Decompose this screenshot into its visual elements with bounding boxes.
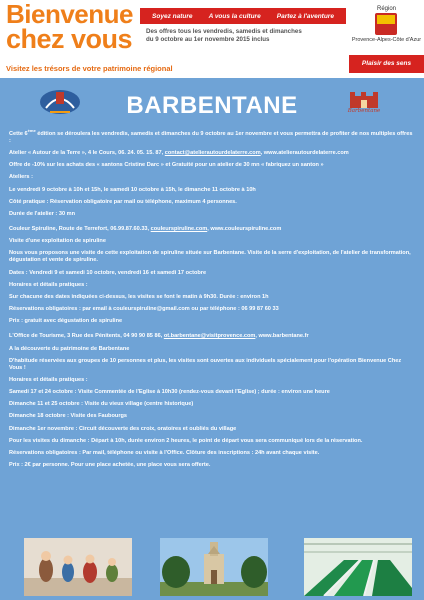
banner-dates-line2: du 9 octobre au 1er novembre 2015 inclus: [146, 35, 270, 43]
main-content: [9, 128, 415, 474]
tourisme-all-visits: Pour les visites du dimanche : Départ à 10h, durée environ 2 heures, le point de départ vous sera communiqué lors de la réservation.: [9, 437, 363, 444]
tourisme-visit-3: Dimanche 18 octobre : Visite des Faubourgs: [9, 413, 128, 420]
santons-photo: [24, 538, 132, 596]
spiruline-description: Nous vous proposons une visite de cette exploitation de spiruline située sur Barbentane. Visite de la serre d'exploitation, de l'atelier de transformation, dégustation et vente de spiruline.: [9, 250, 411, 264]
tourisme-hours-label: Horaires et détails pratiques :: [9, 376, 88, 383]
header-banner: [0, 0, 424, 78]
spiruline-visit-title: Visite d'une exploitation de spiruline: [9, 238, 106, 245]
banner-title-line1: Bienvenue: [6, 0, 133, 29]
atelier-label: Ateliers :: [9, 174, 33, 181]
barbentane-logo-label: Barbentane: [347, 108, 381, 114]
spiruline-email-link[interactable]: couleurspiruline.com: [150, 226, 208, 233]
atelier-practical: Côté pratique : Réservation obligatoire par mail ou téléphone, maximum 4 personnes.: [9, 198, 237, 205]
intro-paragraph: Cette 6ème édition se déroulera les vendredis, samedis et dimanches du 9 octobre au 1er novembre et vous permettra de profiter de nos multiples offres :: [9, 128, 413, 144]
tagline-culture: A vous la culture: [208, 12, 261, 20]
tagline-nature: Soyez nature: [152, 12, 193, 20]
region-flag-icon: [375, 13, 397, 35]
spiruline-dates: Dates : Vendredi 9 et samedi 10 octobre, vendredi 16 et samedi 17 octobre: [9, 269, 207, 276]
spiruline-reservation: Réservations obligatoires : par email à couleurspiruline@gmail.com ou par téléphone : 06 99 87 60 33: [9, 306, 279, 313]
church-photo: [160, 538, 268, 596]
banner-dates-line1: Des offres tous les vendredis, samedis et dimanches: [146, 28, 302, 35]
tourisme-visit-4: Dimanche 1er novembre : Circuit découverte des croix, oratoires et oubliés du village: [9, 425, 237, 432]
tagline-aventure: Partez à l'aventure: [276, 12, 334, 20]
tourisme-reservation: Réservations obligatoires : Par mail, téléphone ou visite à l'Office. Clôture des inscriptions : 24h avant chaque visite.: [9, 449, 320, 456]
banner-title: [6, 2, 133, 52]
spiruline-greenhouse-photo: [304, 538, 412, 596]
atelier-header: Atelier « Autour de la Terre », 4 le Cours, 06. 24. 05. 15. 87, contact@atelierautourdelaterre.com, www.atelierautourdelaterre.com: [9, 150, 349, 157]
tourisme-email-link[interactable]: ot.barbentane@visitprovence.com: [163, 333, 256, 340]
region-label: Région: [376, 6, 396, 12]
page-title: BARBENTANE: [126, 92, 298, 119]
tourisme-visit-2: Dimanche 11 et 25 octobre : Visite du vieux village (centre historique): [9, 401, 194, 408]
tourisme-intro: D'habitude réservées aux groupes de 10 personnes et plus, les visites sont ouvertes aux individuels spécialement pour l'opération Bienvenue Chez Vous !: [9, 357, 402, 371]
banner-dates: [146, 28, 346, 44]
spiruline-price: Prix : gratuit avec dégustation de spiruline: [9, 318, 123, 325]
tourisme-visit-1: Samedi 17 et 24 octobre : Visite Commentée de l'Eglise à 10h30 (rendez-vous devant l'Eglise) ; durée : environ une heure: [9, 389, 330, 396]
banner-subtitle: Visitez les trésors de votre patrimoine régional: [6, 64, 173, 73]
atelier-email-link[interactable]: contact@atelierautourdelaterre.com: [164, 150, 261, 157]
tourisme-discovery: A la découverte du patrimoine de Barbentane: [9, 345, 130, 352]
atelier-schedule: Le vendredi 9 octobre à 10h et 15h, le samedi 10 octobre à 15h, le dimanche 11 octobre à 10h: [9, 186, 256, 193]
tourisme-price: Prix : 2€ par personne. Pour une place achetée, une place vous sera offerte.: [9, 462, 211, 469]
spiruline-header: Couleur Spiruline, Route de Terrefort, 06.99.87.60.33, couleurspiruline.com, www.couleurspiruline.com: [9, 226, 282, 233]
region-logo-block: [349, 0, 424, 78]
atelier-duration: Durée de l'atelier : 30 mn: [9, 210, 75, 217]
barbentane-logo-icon: [346, 88, 382, 118]
spiruline-hours-label: Horaires et détails pratiques :: [9, 281, 88, 288]
banner-title-line2: chez vous: [6, 23, 133, 54]
region-name: Provence-Alpes-Côte d'Azur: [351, 37, 422, 43]
region-tagline: Plaisir des sens: [349, 55, 424, 73]
banner-tagline-bar: [140, 8, 346, 24]
atelier-offer: Offre de -10% sur les achats des « santons Cristine Darc » et Gratuité pour un atelier de 30 mn « fabriquez un santon »: [9, 162, 324, 169]
spiruline-hours: Sur chacune des dates indiquées ci-dessus, les visites se font le matin à 9h30. Durée : environ 1h: [9, 293, 269, 300]
tourisme-header: L'Office de Tourisme, 3 Rue des Pénitents, 04 90 90 85 86, ot.barbentane@visitprovence.com, www.barbentane.fr: [9, 333, 309, 340]
office-tourisme-logo-icon: [38, 86, 82, 116]
